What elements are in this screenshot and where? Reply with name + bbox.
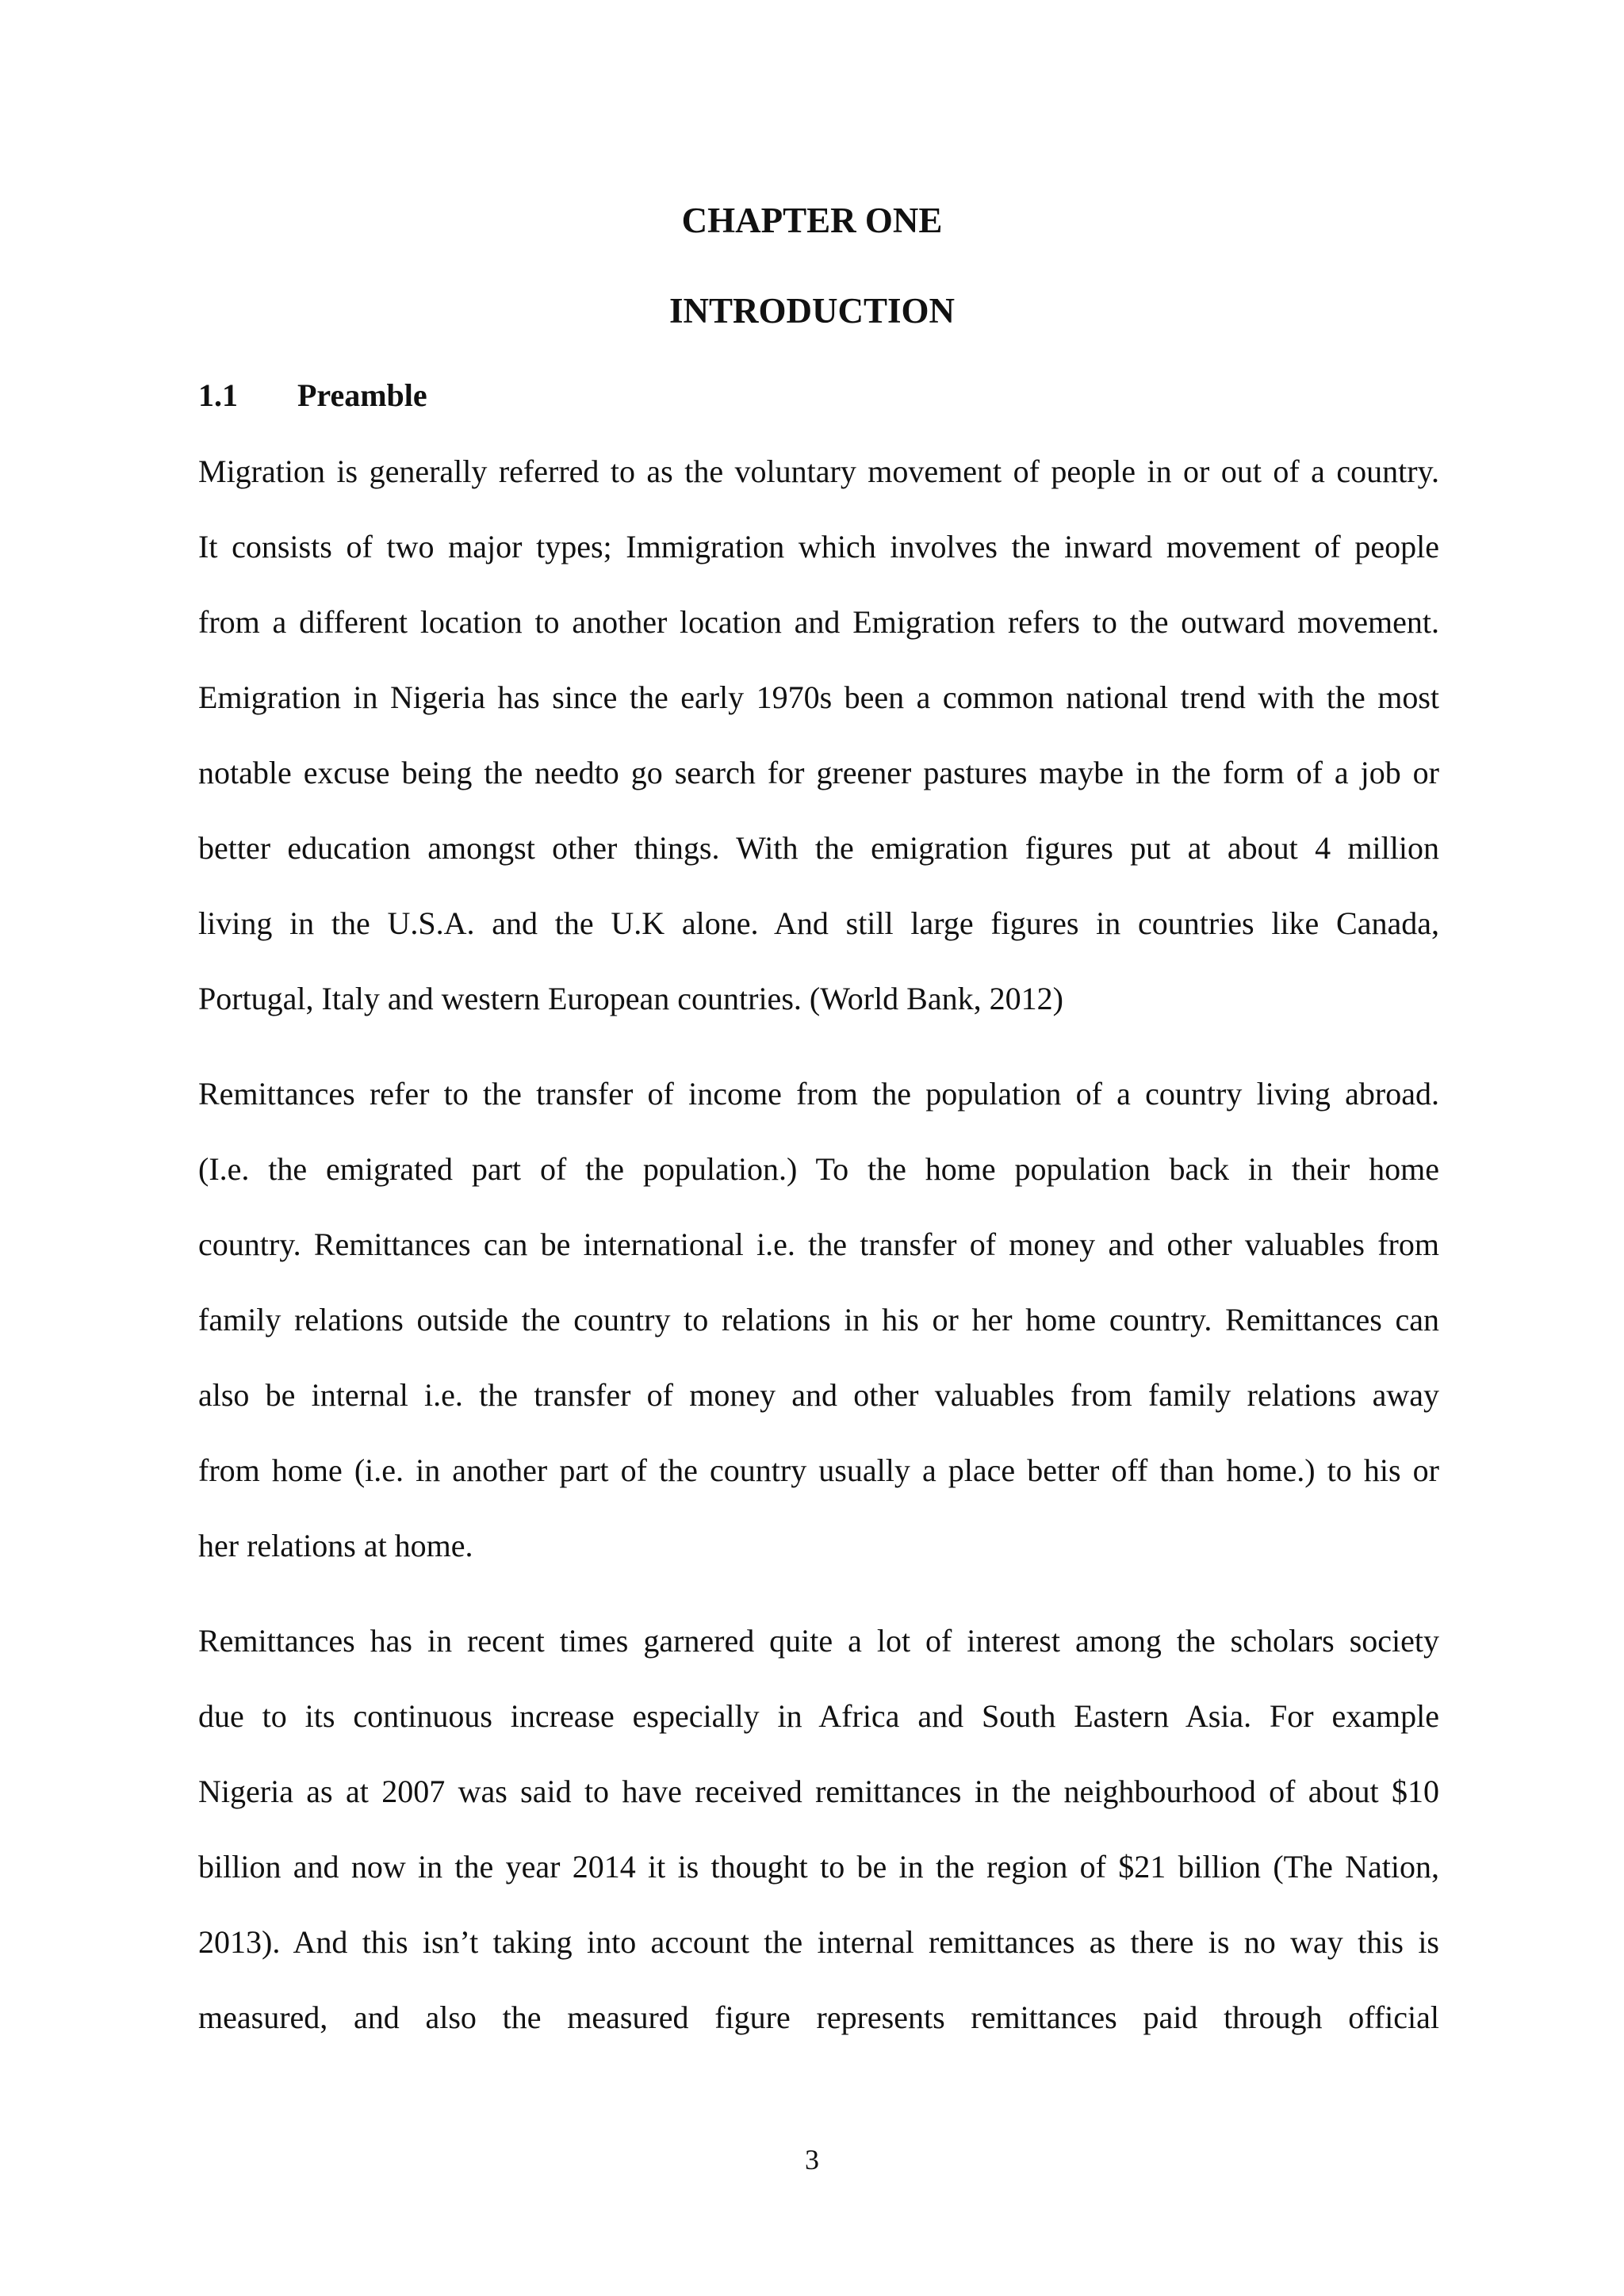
- paragraph-line: Remittances has in recent times garnered quite a lot of interest among the scholars society: [198, 1623, 1439, 1659]
- paragraph-line: It consists of two major types; Immigration which involves the inward movement of people: [198, 529, 1439, 564]
- paragraph-line: notable excuse being the needto go search for greener pastures maybe in the form of a job or: [198, 755, 1439, 790]
- chapter-label: CHAPTER ONE: [681, 201, 943, 240]
- paragraph-line: also be internal i.e. the transfer of money and other valuables from family relations away: [198, 1377, 1439, 1413]
- section-heading: [198, 374, 427, 417]
- paragraph-line: billion and now in the year 2014 it is thought to be in the region of $21 billion (The Nation,: [198, 1849, 1439, 1885]
- section-number: 1.1: [198, 377, 238, 413]
- paragraph-line: living in the U.S.A. and the U.K alone. And still large figures in countries like Canada,: [198, 905, 1439, 941]
- paragraph-line: Migration is generally referred to as the voluntary movement of people in or out of a country.: [198, 453, 1439, 489]
- paragraph-line: her relations at home.: [198, 1528, 473, 1563]
- paragraph-line: due to its continuous increase especially in Africa and South Eastern Asia. For example: [198, 1698, 1439, 1734]
- paragraph-line: 2013). And this isn’t taking into account the internal remittances as there is no way this is: [198, 1924, 1439, 1960]
- paragraph-line: from home (i.e. in another part of the country usually a place better off than home.) to his or: [198, 1452, 1439, 1488]
- section-title: Preamble: [297, 377, 427, 413]
- paragraph-line: family relations outside the country to relations in his or her home country. Remittances can: [198, 1302, 1439, 1337]
- paragraph-line: measured, and also the measured figure represents remittances paid through official: [198, 1999, 1439, 2035]
- paragraph-line: better education amongst other things. With the emigration figures put at about 4 million: [198, 830, 1439, 866]
- page-number: 3: [805, 2144, 819, 2175]
- paragraph-line: Remittances refer to the transfer of income from the population of a country living abroad.: [198, 1076, 1439, 1112]
- paragraph-line: Nigeria as at 2007 was said to have received remittances in the neighbourhood of about $10: [198, 1774, 1439, 1809]
- paragraph-line: country. Remittances can be international i.e. the transfer of money and other valuables from: [198, 1226, 1439, 1262]
- paragraph-line: from a different location to another location and Emigration refers to the outward movement.: [198, 604, 1439, 640]
- chapter-title: INTRODUCTION: [668, 291, 956, 331]
- paragraph-line: Emigration in Nigeria has since the early 1970s been a common national trend with the most: [198, 679, 1439, 715]
- paragraph-line: Portugal, Italy and western European countries. (World Bank, 2012): [198, 981, 1063, 1016]
- paragraph-line: (I.e. the emigrated part of the population.) To the home population back in their home: [198, 1151, 1439, 1187]
